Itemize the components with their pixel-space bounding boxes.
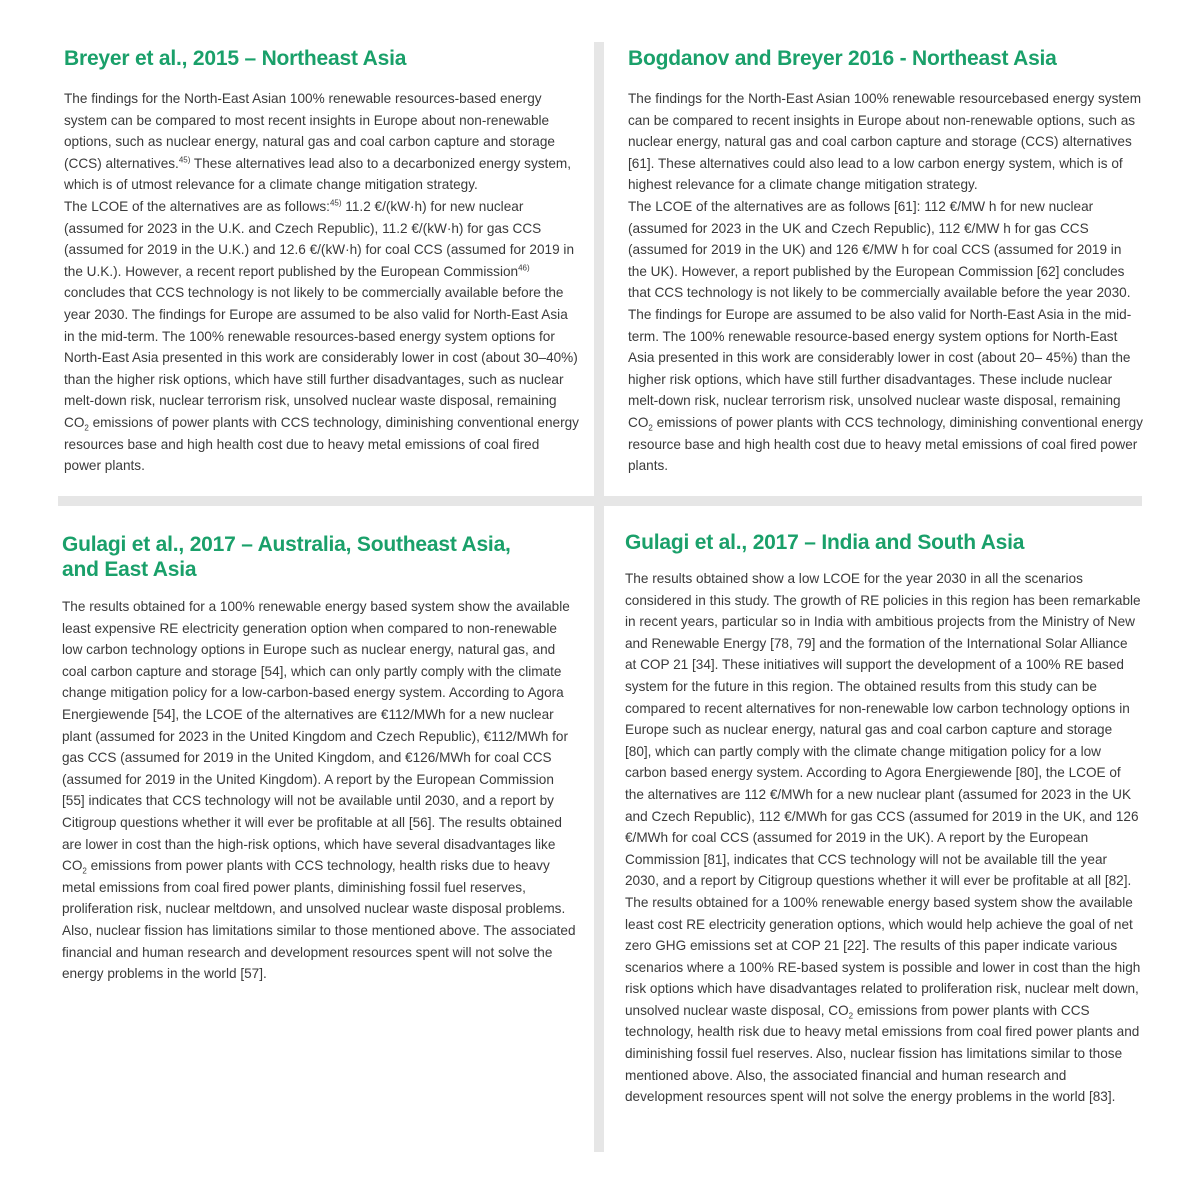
text-run: These alternatives lead also to a decarbonized energy system, which is of utmost relevance for a climate change mitigation strategy. xyxy=(64,155,571,193)
section-title: Gulagi et al., 2017 – Australia, Southeast Asia, and East Asia xyxy=(62,533,511,581)
text-run: emissions of power plants with CCS technology, diminishing conventional energy resource base and high health cost due to heavy metal emissions of coal fired power plants. xyxy=(628,414,1143,474)
subscript: 2 xyxy=(82,866,87,876)
section-body xyxy=(62,596,578,985)
paragraph xyxy=(628,88,1144,196)
text-run: The results obtained for a 100% renewable energy based system show the available least expensive RE electricity generation option when compared to non-renewable low carbon technology options in Europe such as nuclear energy, natural gas, and coal carbon capture and storage [54], which can only partly comply with the climate change mitigation policy for a low-carbon-based energy system. According to Agora Energiewende [54], the LCOE of the alternatives are €112/MWh for a new nuclear plant (assumed for 2023 in the United Kingdom and Czech Republic), €112/MWh for gas CCS (assumed for 2019 in the United Kingdom, and €126/MWh for coal CCS (assumed for 2019 in the United Kingdom). A report by the European Commission [55] indicates that CCS technology will not be available until 2030, and a report by Citigroup questions whether it will ever be profitable at all [56]. The results obtained are lower in cost than the high-risk options, which have several disadvantages like CO xyxy=(62,599,570,874)
text-run: emissions from power plants with CCS technology, health risk due to heavy metal emissions from coal fired power plants and diminishing fossil fuel reserves. Also, nuclear fission has limitations similar to those mentioned above. Also, the associated financial and human research and development resources spent will not solve the energy problems in the world [83]. xyxy=(625,1002,1140,1105)
section-title: Bogdanov and Breyer 2016 - Northeast Asia xyxy=(628,47,1057,70)
text-run: emissions of power plants with CCS technology, diminishing conventional energy resources base and high health cost due to heavy metal emissions of coal fired power plants. xyxy=(64,414,579,474)
text-run: The results obtained show a low LCOE for the year 2030 in all the scenarios considered in this study. The growth of RE policies in this region has been remarkable in recent years, particular so in India with ambitious projects from the Ministry of New and Renewable Energy [78, 79] and the formation of the International Solar Alliance at COP 21 [34]. These initiatives will support the development of a 100% RE based system for the future in this region. The obtained results from this study can be compared to recent alternatives for non-renewable low carbon technology options in Europe such as nuclear energy, natural gas and coal carbon capture and storage [80], which can partly comply with the climate change mitigation policy for a low carbon based energy system. According to Agora Energiewende [80], the LCOE of the alternatives are 112 €/MWh for a new nuclear plant (assumed for 2023 in the UK and Czech Republic), 112 €/MWh for gas CCS (assumed for 2019 in the UK, and 126 €/MWh for coal CCS (assumed for 2019 in the UK). A report by the European Commission [81], indicates that CCS technology will not be available till the year 2030, and a report by Citigroup questions whether it will ever be profitable at all [82]. xyxy=(625,571,1141,889)
section-body xyxy=(628,88,1144,477)
section-body xyxy=(625,568,1141,1108)
text-run: The LCOE of the alternatives are as follows: xyxy=(64,198,330,214)
footnote-ref: 46) xyxy=(518,263,530,273)
text-run: The results obtained for a 100% renewable energy based system show the available least cost RE electricity generation options, which would help achieve the goal of net zero GHG emissions set at COP 21 [22]. The results of this paper indicate various scenarios where a 100% RE-based system is possible and lower in cost than the high risk options which have disadvantages related to proliferation risk, nuclear melt down, unsolved nuclear waste disposal, CO xyxy=(625,894,1141,1018)
text-run: The findings for the North-East Asian 100% renewable resources-based energy system can be compared to most recent insights in Europe about non-renewable options, such as nuclear energy, natural gas and coal carbon capture and storage (CCS) alternatives. xyxy=(64,91,555,171)
section-body xyxy=(64,88,580,477)
text-run: The LCOE of the alternatives are as follows [61]: 112 €/MW h for new nuclear (assumed for 2023 in the UK and Czech Republic), 112 €/MW h for gas CCS (assumed for 2019 in the UK) and 126 €/MW h for coal CCS (assumed for 2019 in the UK). However, a report published by the European Commission [62] concludes that CCS technology is not likely to be commercially available before the year 2030. The findings for Europe are assumed to be also valid for North-East Asia in the mid-term. The 100% renewable resource-based energy system options for North-East Asia presented in this work are considerably lower in cost (about 20– 45%) than the higher risk options, which have still further disadvantages. These include nuclear melt-down risk, nuclear terrorism risk, unsolved nuclear waste disposal, remaining CO xyxy=(628,198,1132,430)
subscript: 2 xyxy=(84,423,89,433)
vertical-divider xyxy=(594,42,604,1152)
footnote-ref: 45) xyxy=(329,198,342,208)
text-run: concludes that CCS technology is not likely to be commercially available before the year 2030. The findings for Europe are assumed to be also valid for North-East Asia in the mid-term. The 100% renewable resources-based energy system options for North-East Asia presented in this work are considerably lower in cost (about 30–40%) than the higher risk options, which have still further disadvantages, such as nuclear melt-down risk, nuclear terrorism risk, unsolved nuclear waste disposal, remaining CO xyxy=(64,285,578,430)
horizontal-divider xyxy=(58,496,1142,506)
subscript: 2 xyxy=(848,1011,854,1021)
paragraph xyxy=(64,88,580,196)
section-gulagi-2017-east-asia xyxy=(62,532,578,985)
subscript: 2 xyxy=(648,423,653,433)
text-run: The findings for the North-East Asian 100% renewable resourcebased energy system can be compared to recent insights in Europe about non-renewable options, such as nuclear energy, natural gas and coal carbon capture and storage (CCS) alternatives [61]. These alternatives could also lead to a low carbon energy system, which is of highest relevance for a climate change mitigation strategy. xyxy=(628,91,1142,193)
footnote-ref: 45) xyxy=(178,155,191,165)
paragraph xyxy=(625,892,1141,1108)
section-bogdanov-2016 xyxy=(628,46,1144,477)
section-title: Gulagi et al., 2017 – India and South Asia xyxy=(625,531,1025,554)
paragraph xyxy=(62,596,578,985)
paragraph xyxy=(628,196,1144,477)
text-run: emissions from power plants with CCS technology, health risks due to heavy metal emissions from coal fired power plants, diminishing fossil fuel reserves, proliferation risk, nuclear meltdown, and unsolved nuclear waste disposal problems. Also, nuclear fission has limitations similar to those mentioned above. The associated financial and human research and development resources spent will not solve the energy problems in the world [57]. xyxy=(62,858,576,982)
paragraph xyxy=(625,568,1141,892)
paragraph xyxy=(64,196,580,477)
text-run: 11.2 €/(kW·h) for new nuclear (assumed for 2023 in the U.K. and Czech Republic), 11.2 €/(kW·h) for gas CCS (assumed for 2019 in the U.K.) and 12.6 €/(kW·h) for coal CCS (assumed for 2019 in the U.K.). However, a recent report published by the European Commission xyxy=(64,198,574,279)
section-breyer-2015 xyxy=(64,46,580,477)
section-title: Breyer et al., 2015 – Northeast Asia xyxy=(64,47,407,70)
section-gulagi-2017-south-asia xyxy=(625,530,1141,1108)
